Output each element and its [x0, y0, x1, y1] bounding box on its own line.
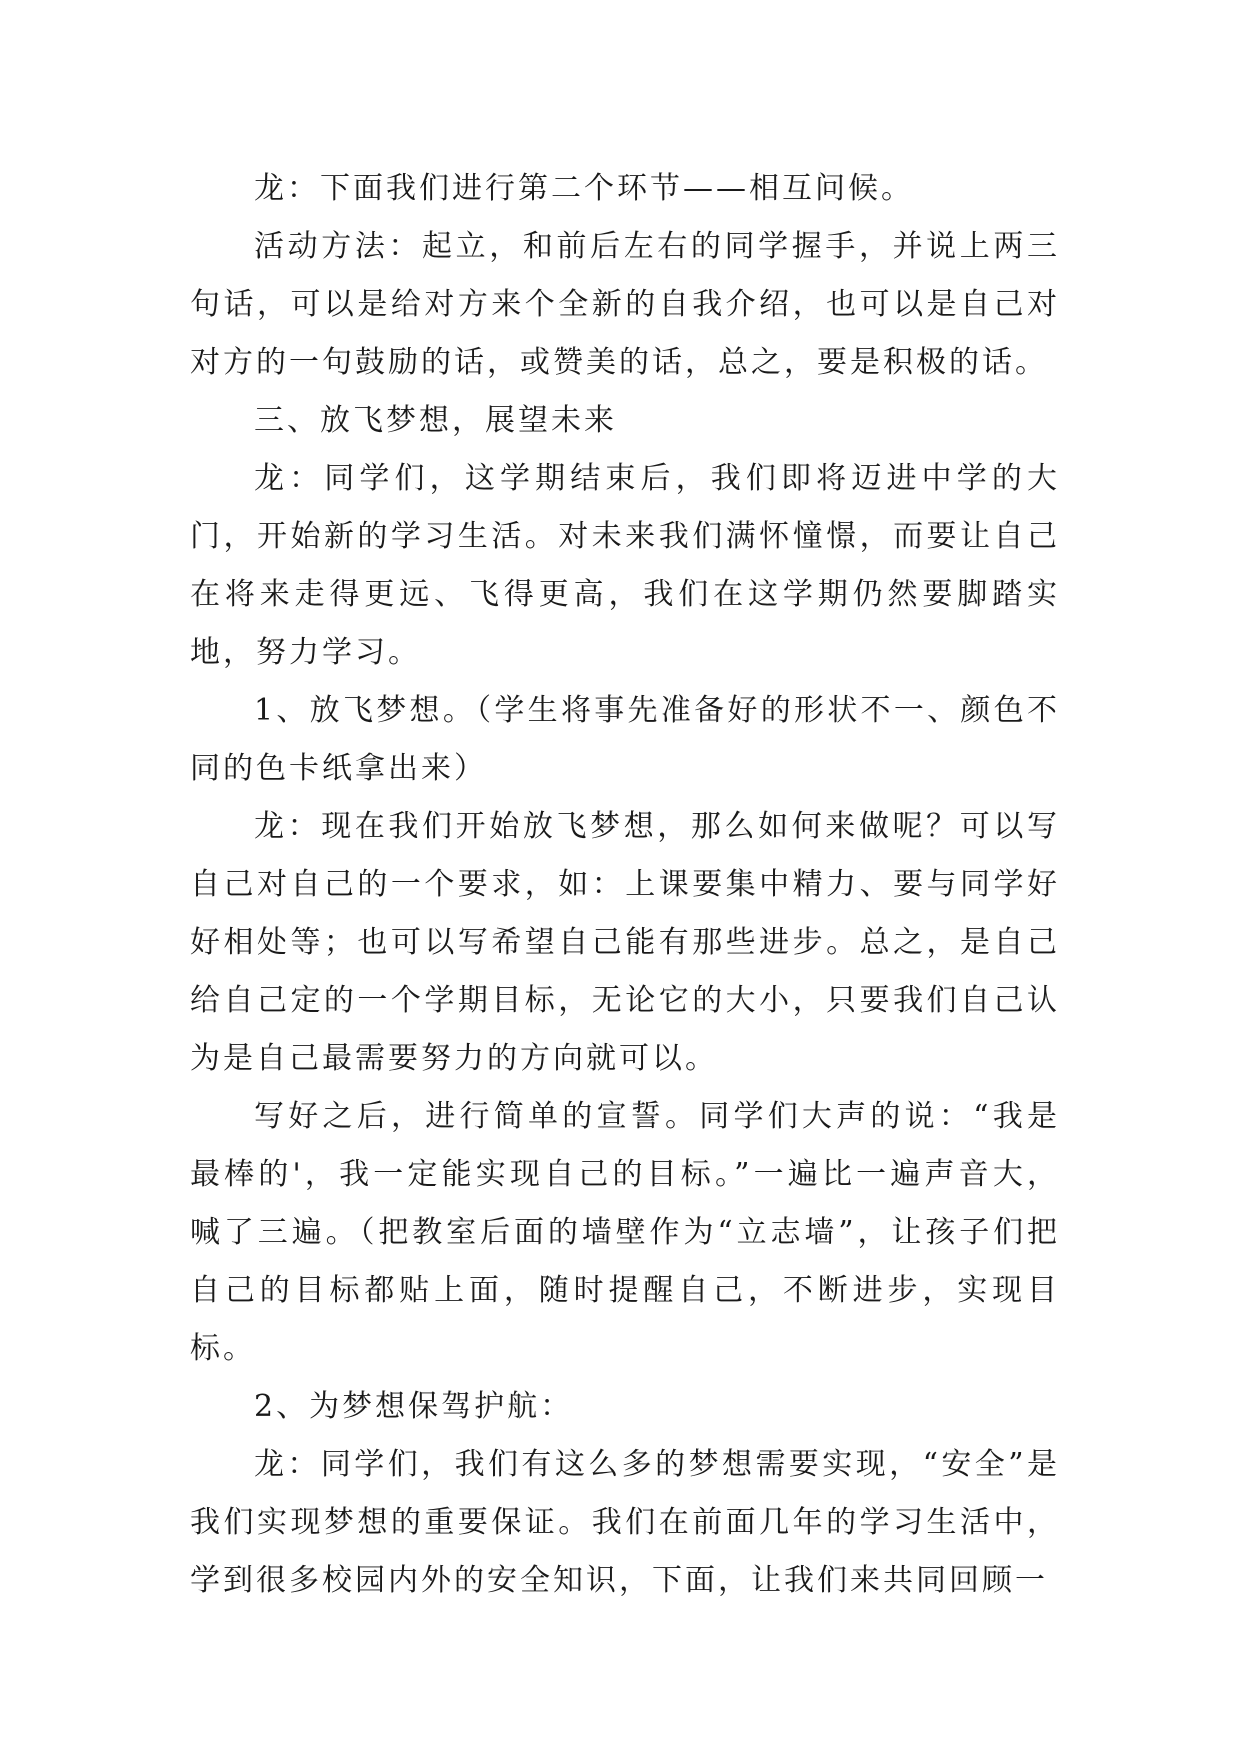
paragraph-greeting-step: 龙：下面我们进行第二个环节——相互问候。: [254, 171, 914, 206]
paragraph-safety: 龙：同学们，我们有这么多的梦想需要实现，“安全”是我们实现梦想的重要保证。我们在前面几年的学习生活中，学到很多校园内外的安全知识，下面，让我们来共同回顾一: [190, 1447, 1060, 1598]
document-body: [190, 160, 1060, 1610]
section-heading-dreams: 三、放飞梦想，展望未来: [254, 403, 617, 438]
paragraph-activity-method: 活动方法：起立，和前后左右的同学握手，并说上两三句话，可以是给对方来个全新的自我介绍，也可以是自己对对方的一句鼓励的话，或赞美的话，总之，要是积极的话。: [190, 229, 1060, 380]
paragraph-oath: 写好之后，进行简单的宣誓。同学们大声的说：“我是最棒的'，我一定能实现自己的目标。”一遍比一遍声音大，喊了三遍。（把教室后面的墙壁作为“立志墙”，让孩子们把自己的目标都贴上面，随时提醒自己，不断进步，实现目标。: [190, 1099, 1060, 1366]
paragraph-future: 龙：同学们，这学期结束后，我们即将迈进中学的大门，开始新的学习生活。对未来我们满怀憧憬，而要让自己在将来走得更远、飞得更高，我们在这学期仍然要脚踏实地，努力学习。: [190, 461, 1060, 670]
paragraph-goal-setting: 龙：现在我们开始放飞梦想，那么如何来做呢？可以写自己对自己的一个要求，如：上课要集中精力、要与同学好好相处等；也可以写希望自己能有那些进步。总之，是自己给自己定的一个学期目标，无论它的大小，只要我们自己认为是自己最需要努力的方向就可以。: [190, 809, 1060, 1076]
paragraph-step-one: 1、放飞梦想。（学生将事先准备好的形状不一、颜色不同的色卡纸拿出来）: [190, 693, 1060, 786]
paragraph-step-two: 2、为梦想保驾护航：: [254, 1389, 574, 1424]
